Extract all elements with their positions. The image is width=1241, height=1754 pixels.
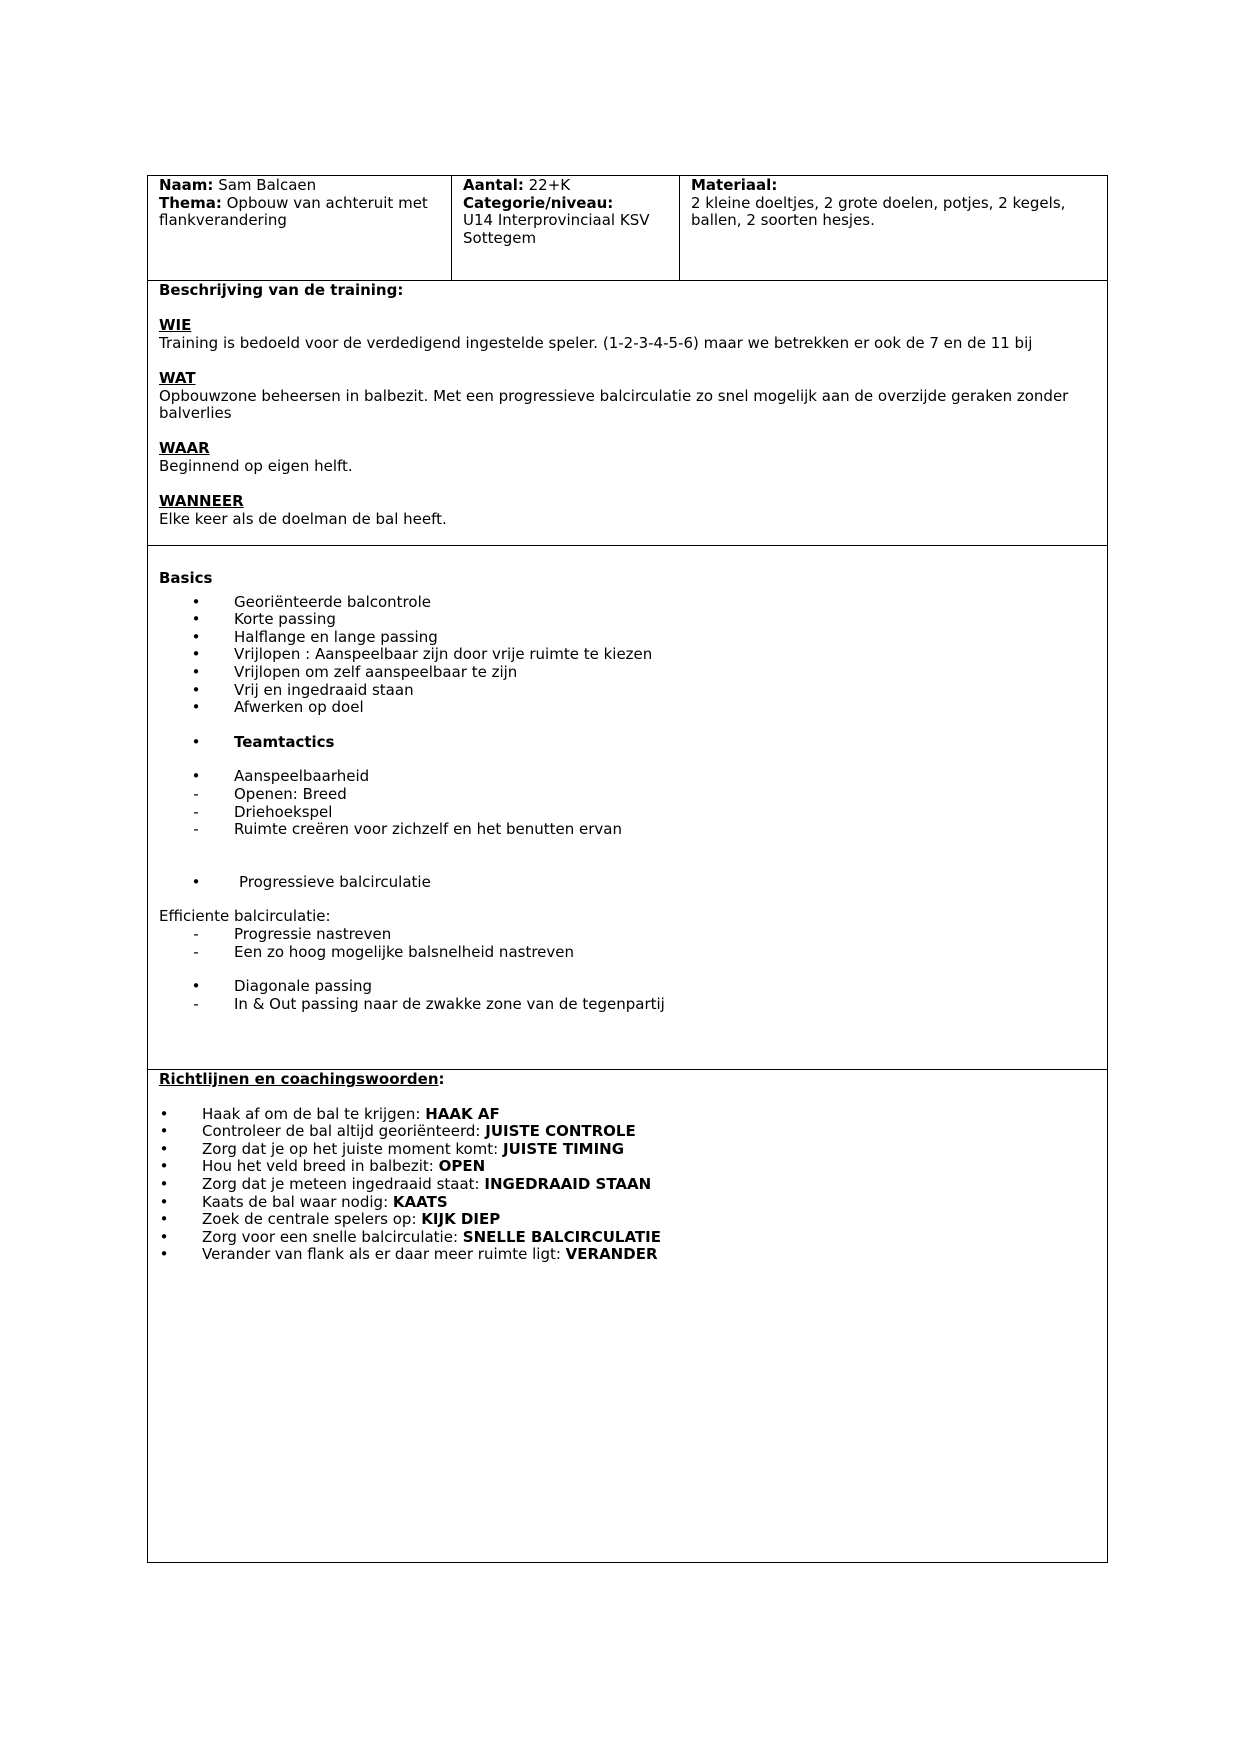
basics-item-text: Vrijlopen : Aanspeelbaar zijn door vrije ruimte te kiezen	[234, 645, 653, 664]
naam-label: Naam:	[159, 176, 214, 194]
coaching-item-text	[202, 1246, 658, 1264]
bullet-marker: •	[159, 1192, 169, 1211]
in-out-label: In & Out passing naar de zwakke zone van de tegenpartij	[234, 994, 665, 1013]
aanspeelbaarheid-label: Aanspeelbaarheid	[234, 767, 370, 786]
bullet-marker: •	[159, 1139, 169, 1158]
bullet-marker: •	[159, 1104, 169, 1123]
coaching-title-colon: :	[438, 1070, 445, 1088]
bullet-marker: •	[191, 732, 201, 751]
teamtactics-dash-item-text: Ruimte creëren voor zichzelf en het benutten ervan	[234, 820, 622, 839]
dash-marker: -	[193, 820, 199, 839]
basics-item	[159, 699, 1089, 717]
naam-value: Sam Balcaen	[218, 176, 317, 194]
basics-item	[159, 682, 1089, 700]
coaching-item-text	[202, 1123, 636, 1141]
wat-text-cont: balverlies	[159, 404, 232, 423]
coaching-keyword: VERANDER	[565, 1245, 658, 1264]
coaching-item-text	[202, 1176, 651, 1194]
coaching-item-text	[202, 1211, 500, 1229]
dash-marker: -	[193, 802, 199, 821]
bullet-marker: •	[191, 872, 201, 891]
coaching-item-text	[202, 1106, 500, 1124]
coaching-section	[159, 1071, 1089, 1264]
description-title: Beschrijving van de training:	[159, 281, 404, 299]
wanneer-heading: WANNEER	[159, 492, 244, 511]
efficiente-dash-item	[159, 944, 1089, 962]
basics-item-text: Korte passing	[234, 610, 336, 629]
description-section	[159, 282, 1068, 528]
aanspeelbaarheid-item	[159, 768, 1089, 786]
basics-item-text: Afwerken op doel	[234, 698, 364, 717]
categorie-label: Categorie/niveau:	[463, 193, 614, 212]
bullet-marker: •	[191, 610, 201, 629]
teamtactics-dash-item-text: Driehoekspel	[234, 802, 333, 821]
bullet-marker: •	[159, 1174, 169, 1193]
in-out-item	[159, 996, 1089, 1014]
bullet-marker: •	[191, 767, 201, 786]
basics-item	[159, 594, 1089, 612]
thema-value-cont: flankverandering	[159, 211, 287, 230]
thema-label: Thema:	[159, 193, 222, 212]
coaching-keyword: HAAK AF	[425, 1104, 500, 1123]
teamtactics-dash-list	[159, 786, 1089, 839]
coaching-keyword: JUISTE TIMING	[503, 1139, 625, 1158]
categorie-value: U14 Interprovinciaal KSV	[463, 211, 650, 230]
coaching-instruction: Zorg voor een snelle balcirculatie:	[202, 1227, 463, 1246]
column-divider-2	[679, 176, 680, 280]
row-divider-description	[148, 545, 1107, 546]
coaching-item	[159, 1229, 1089, 1247]
coaching-keyword: INGEDRAAID STAAN	[484, 1174, 652, 1193]
coaching-item-text	[202, 1194, 448, 1212]
coaching-keyword: KIJK DIEP	[421, 1210, 501, 1229]
basics-title: Basics	[159, 569, 213, 587]
coaching-item-text	[202, 1229, 661, 1247]
basics-section	[159, 570, 1089, 1013]
materiaal-value-cont: ballen, 2 soorten hesjes.	[691, 211, 875, 230]
basics-item	[159, 611, 1089, 629]
bullet-marker: •	[191, 592, 201, 611]
basics-list	[159, 594, 1089, 717]
basics-item-text: Vrijlopen om zelf aanspeelbaar te zijn	[234, 662, 518, 681]
progressieve-item	[159, 874, 1089, 892]
coaching-instruction: Kaats de bal waar nodig:	[202, 1192, 393, 1211]
progressieve-label: Progressieve balcirculatie	[239, 872, 431, 891]
teamtactics-dash-item-text: Openen: Breed	[234, 784, 347, 803]
aantal-label: Aantal:	[463, 176, 524, 194]
bullet-marker: •	[191, 977, 201, 996]
coaching-instruction: Verander van flank als er daar meer ruimte ligt:	[202, 1245, 566, 1264]
efficiente-label: Efficiente balcirculatie:	[159, 907, 331, 926]
teamtactics-item	[159, 734, 1089, 752]
basics-item-text: Halflange en lange passing	[234, 627, 438, 646]
dash-marker: -	[193, 942, 199, 961]
coaching-item	[159, 1158, 1089, 1176]
coaching-item	[159, 1106, 1089, 1124]
coaching-item	[159, 1141, 1089, 1159]
coaching-item	[159, 1176, 1089, 1194]
dash-marker: -	[193, 994, 199, 1013]
coaching-instruction: Hou het veld breed in balbezit:	[202, 1157, 439, 1176]
diagonale-label: Diagonale passing	[234, 977, 373, 996]
basics-item-text: Vrij en ingedraaid staan	[234, 680, 414, 699]
coaching-instruction: Zorg dat je meteen ingedraaid staat:	[202, 1174, 485, 1193]
aantal-value: 22+K	[528, 176, 571, 194]
coaching-item-text	[202, 1141, 624, 1159]
wanneer-text: Elke keer als de doelman de bal heeft.	[159, 509, 447, 528]
coaching-list	[159, 1106, 1089, 1264]
coaching-instruction: Zorg dat je op het juiste moment komt:	[202, 1139, 503, 1158]
column-divider-1	[451, 176, 452, 280]
waar-heading: WAAR	[159, 439, 210, 458]
header-cell-naam	[159, 177, 428, 230]
bullet-marker: •	[191, 698, 201, 717]
materiaal-value: 2 kleine doeltjes, 2 grote doelen, potjes, 2 kegels,	[691, 193, 1066, 212]
materiaal-label: Materiaal:	[691, 176, 778, 194]
coaching-item	[159, 1246, 1089, 1264]
teamtactics-dash-item	[159, 804, 1089, 822]
bullet-marker: •	[191, 627, 201, 646]
coaching-instruction: Controleer de bal altijd georiënteerd:	[202, 1122, 486, 1141]
efficiente-dash-item-text: Een zo hoog mogelijke balsnelheid nastreven	[234, 942, 575, 961]
training-form	[147, 175, 1108, 1563]
dash-marker: -	[193, 924, 199, 943]
coaching-item	[159, 1123, 1089, 1141]
coaching-keyword: SNELLE BALCIRCULATIE	[462, 1227, 661, 1246]
bullet-marker: •	[159, 1210, 169, 1229]
wie-text: Training is bedoeld voor de verdedigend ingestelde speler. (1-2-3-4-5-6) maar we betrekken er ook de 7 en de 11 bij	[159, 333, 1033, 352]
coaching-keyword: KAATS	[392, 1192, 448, 1211]
wie-heading: WIE	[159, 316, 192, 335]
coaching-keyword: JUISTE CONTROLE	[485, 1122, 636, 1141]
waar-text: Beginnend op eigen helft.	[159, 456, 353, 475]
wat-text: Opbouwzone beheersen in balbezit. Met een progressieve balcirculatie zo snel mogelijk aan de overzijde geraken zonder	[159, 386, 1069, 405]
bullet-marker: •	[159, 1245, 169, 1264]
coaching-item	[159, 1211, 1089, 1229]
header-cell-materiaal	[691, 177, 1065, 230]
bullet-marker: •	[191, 662, 201, 681]
basics-item	[159, 664, 1089, 682]
basics-item	[159, 629, 1089, 647]
teamtactics-dash-item	[159, 821, 1089, 839]
coaching-item-text	[202, 1158, 485, 1176]
header-cell-aantal	[463, 177, 649, 247]
dash-marker: -	[193, 784, 199, 803]
coaching-instruction: Haak af om de bal te krijgen:	[202, 1104, 426, 1123]
bullet-marker: •	[191, 680, 201, 699]
efficiente-dash-item	[159, 926, 1089, 944]
bullet-marker: •	[191, 645, 201, 664]
wat-heading: WAT	[159, 368, 196, 387]
coaching-item	[159, 1194, 1089, 1212]
coaching-keyword: OPEN	[438, 1157, 486, 1176]
coaching-title: Richtlijnen en coachingswoorden	[159, 1070, 439, 1088]
bullet-marker: •	[159, 1122, 169, 1141]
basics-item	[159, 646, 1089, 664]
efficiente-dash-list	[159, 926, 1089, 961]
bullet-marker: •	[159, 1227, 169, 1246]
teamtactics-label: Teamtactics	[234, 732, 335, 751]
teamtactics-dash-item	[159, 786, 1089, 804]
coaching-instruction: Zoek de centrale spelers op:	[202, 1210, 422, 1229]
efficiente-dash-item-text: Progressie nastreven	[234, 924, 392, 943]
basics-item-text: Georiënteerde balcontrole	[234, 592, 431, 611]
thema-value: Opbouw van achteruit met	[226, 193, 428, 212]
categorie-value-cont: Sottegem	[463, 228, 537, 247]
bullet-marker: •	[159, 1157, 169, 1176]
diagonale-item	[159, 978, 1089, 996]
